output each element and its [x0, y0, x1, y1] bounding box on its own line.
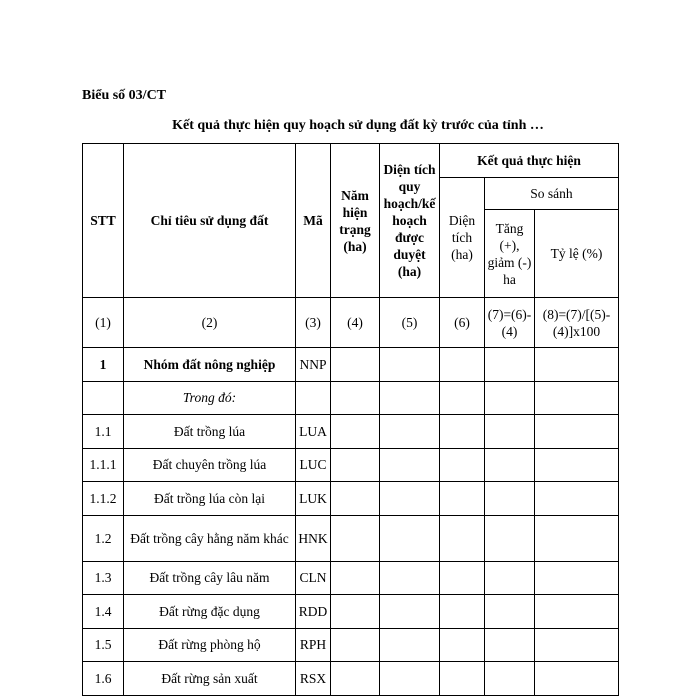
empty-cell — [535, 348, 619, 382]
table-row — [83, 561, 619, 595]
table-row — [83, 415, 619, 449]
empty-cell — [331, 662, 380, 696]
empty-cell — [380, 662, 440, 696]
empty-cell — [440, 561, 485, 595]
empty-cell — [535, 595, 619, 629]
empty-cell — [485, 448, 535, 482]
row-stt: 1.6 — [83, 662, 124, 696]
header-stt: STT — [83, 144, 124, 298]
empty-cell — [380, 561, 440, 595]
row-code: RPH — [296, 628, 331, 662]
header-area: Diện tích (ha) — [440, 178, 485, 298]
row-stt: 1.5 — [83, 628, 124, 662]
empty-cell — [485, 628, 535, 662]
column-number: (7)=(6)-(4) — [485, 298, 535, 348]
empty-cell — [331, 482, 380, 516]
row-stt: 1.3 — [83, 561, 124, 595]
row-code: LUA — [296, 415, 331, 449]
empty-cell — [485, 561, 535, 595]
row-name: Đất rừng phòng hộ — [124, 628, 296, 662]
column-number: (2) — [124, 298, 296, 348]
empty-cell — [380, 448, 440, 482]
row-stt: 1.1.1 — [83, 448, 124, 482]
empty-cell — [440, 415, 485, 449]
row-name: Đất trồng lúa còn lại — [124, 482, 296, 516]
column-number-row — [83, 298, 619, 348]
empty-cell — [331, 381, 380, 415]
row-name: Đất trồng cây hằng năm khác — [124, 515, 296, 561]
empty-cell — [380, 628, 440, 662]
empty-cell — [535, 561, 619, 595]
column-number: (4) — [331, 298, 380, 348]
table-row — [83, 381, 619, 415]
empty-cell — [485, 515, 535, 561]
empty-cell — [380, 348, 440, 382]
empty-cell — [485, 595, 535, 629]
empty-cell — [440, 381, 485, 415]
header-approved-area: Diện tích quy hoạch/kế hoạch được duyệt (ha) — [380, 144, 440, 298]
table-row — [83, 662, 619, 696]
empty-cell — [440, 482, 485, 516]
row-name: Đất trồng lúa — [124, 415, 296, 449]
row-code: LUC — [296, 448, 331, 482]
row-code: NNP — [296, 348, 331, 382]
row-stt — [83, 381, 124, 415]
empty-cell — [331, 515, 380, 561]
row-code: HNK — [296, 515, 331, 561]
row-code: RDD — [296, 595, 331, 629]
header-indicator: Chỉ tiêu sử dụng đất — [124, 144, 296, 298]
header-change: Tăng (+), giảm (-) ha — [485, 210, 535, 298]
row-stt: 1.2 — [83, 515, 124, 561]
row-code — [296, 381, 331, 415]
empty-cell — [380, 381, 440, 415]
empty-cell — [331, 628, 380, 662]
column-number: (8)=(7)/[(5)-(4)]x100 — [535, 298, 619, 348]
empty-cell — [440, 515, 485, 561]
row-name: Đất rừng đặc dụng — [124, 595, 296, 629]
empty-cell — [440, 628, 485, 662]
column-number: (1) — [83, 298, 124, 348]
form-code: Biểu số 03/CT — [82, 88, 167, 103]
empty-cell — [440, 662, 485, 696]
empty-cell — [380, 515, 440, 561]
column-number: (5) — [380, 298, 440, 348]
empty-cell — [440, 348, 485, 382]
row-name: Nhóm đất nông nghiệp — [124, 348, 296, 382]
empty-cell — [535, 662, 619, 696]
empty-cell — [331, 448, 380, 482]
empty-cell — [380, 415, 440, 449]
empty-cell — [485, 662, 535, 696]
table-row — [83, 515, 619, 561]
row-stt: 1 — [83, 348, 124, 382]
table-row — [83, 482, 619, 516]
land-use-plan-table — [82, 143, 619, 696]
empty-cell — [485, 415, 535, 449]
header-result: Kết quả thực hiện — [440, 144, 619, 178]
row-code: RSX — [296, 662, 331, 696]
empty-cell — [331, 348, 380, 382]
empty-cell — [331, 595, 380, 629]
header-current-year: Năm hiện trạng (ha) — [331, 144, 380, 298]
header-code: Mã — [296, 144, 331, 298]
empty-cell — [535, 415, 619, 449]
table-row — [83, 628, 619, 662]
empty-cell — [485, 482, 535, 516]
empty-cell — [485, 348, 535, 382]
row-name: Đất trồng cây lâu năm — [124, 561, 296, 595]
row-name: Trong đó: — [124, 381, 296, 415]
empty-cell — [440, 448, 485, 482]
row-code: LUK — [296, 482, 331, 516]
table-row — [83, 448, 619, 482]
row-name: Đất rừng sản xuất — [124, 662, 296, 696]
document-title: Kết quả thực hiện quy hoạch sử dụng đất kỳ trước của tỉnh … — [172, 118, 544, 133]
empty-cell — [535, 628, 619, 662]
empty-cell — [331, 415, 380, 449]
empty-cell — [380, 595, 440, 629]
header-compare: So sánh — [485, 178, 619, 210]
empty-cell — [440, 595, 485, 629]
empty-cell — [380, 482, 440, 516]
column-number: (6) — [440, 298, 485, 348]
empty-cell — [331, 561, 380, 595]
row-name: Đất chuyên trồng lúa — [124, 448, 296, 482]
empty-cell — [535, 381, 619, 415]
table-row — [83, 595, 619, 629]
empty-cell — [535, 448, 619, 482]
empty-cell — [535, 482, 619, 516]
row-code: CLN — [296, 561, 331, 595]
empty-cell — [485, 381, 535, 415]
empty-cell — [535, 515, 619, 561]
row-stt: 1.1 — [83, 415, 124, 449]
header-ratio: Tỷ lệ (%) — [535, 210, 619, 298]
row-stt: 1.1.2 — [83, 482, 124, 516]
row-stt: 1.4 — [83, 595, 124, 629]
column-number: (3) — [296, 298, 331, 348]
table-row — [83, 348, 619, 382]
